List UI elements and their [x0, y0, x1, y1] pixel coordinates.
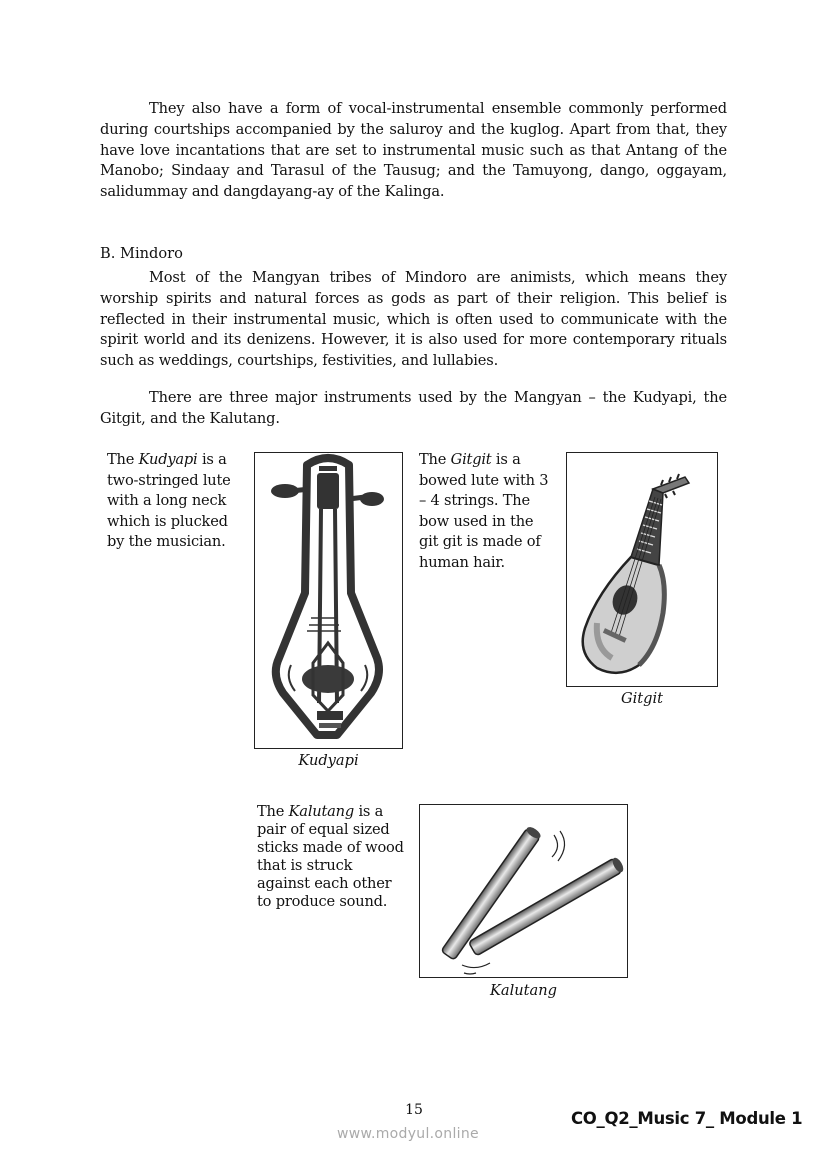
intro-paragraph: They also have a form of vocal-instrumental ensemble commonly performed during courtships accompanied by the saluroy and the kuglog. Apart from that, they have love incantations that are set to instrumental music such as that Antang of the Manobo; Sindaay and Tarasul of the Tausug; and the Tamuyong, dango, oggayam, salidummay and dangdayang-ay of the Kalinga.: [100, 100, 727, 201]
desc-prefix: The: [257, 803, 289, 820]
kalutang-illustration-icon: [420, 805, 626, 976]
desc-prefix: The: [107, 451, 139, 468]
gitgit-illustration-icon: [567, 453, 716, 685]
desc-prefix: The: [419, 451, 451, 468]
mindoro-paragraph: Most of the Mangyan tribes of Mindoro are animists, which means they worship spirits and natural forces as gods as part of their religion. This belief is reflected in their instrumental music, which is often used to communicate with the spirit world and its denizens. However, it is also used for more contemporary rituals such as weddings, courtships, festivities, and lullabies.: [100, 269, 727, 370]
gitgit-caption: Gitgit: [620, 690, 664, 707]
gitgit-figure: [566, 452, 718, 687]
instruments-intro-paragraph: There are three major instruments used by the Mangyan – the Kudyapi, the Gitgit, and the Kalutang.: [100, 389, 727, 427]
kudyapi-illustration-icon: [255, 453, 401, 747]
kalutang-figure: [419, 804, 628, 978]
kudyapi-description: [107, 450, 242, 553]
instrument-name: Kalutang: [288, 803, 354, 820]
kudyapi-caption: Kudyapi: [298, 752, 359, 769]
instrument-name: Gitgit: [450, 451, 492, 468]
watermark: www.modyul.online: [337, 1126, 479, 1142]
gitgit-description: [419, 450, 554, 574]
page-number: 15: [405, 1102, 423, 1118]
kalutang-caption: Kalutang: [490, 982, 557, 999]
section-heading: B. Mindoro: [100, 245, 183, 262]
desc-text: is a pair of equal sized sticks made of wood that is struck against each other to produce sound.: [257, 803, 404, 911]
module-label: CO_Q2_Music 7_ Module 1: [571, 1109, 803, 1128]
kalutang-description: [257, 803, 407, 912]
instrument-name: Kudyapi: [138, 451, 198, 468]
kudyapi-figure: [254, 452, 403, 749]
desc-text: is a two-stringed lute with a long neck which is plucked by the musician.: [107, 451, 231, 551]
desc-text: is a bowed lute with 3 – 4 strings. The bow used in the git git is made of human hair.: [419, 451, 549, 571]
